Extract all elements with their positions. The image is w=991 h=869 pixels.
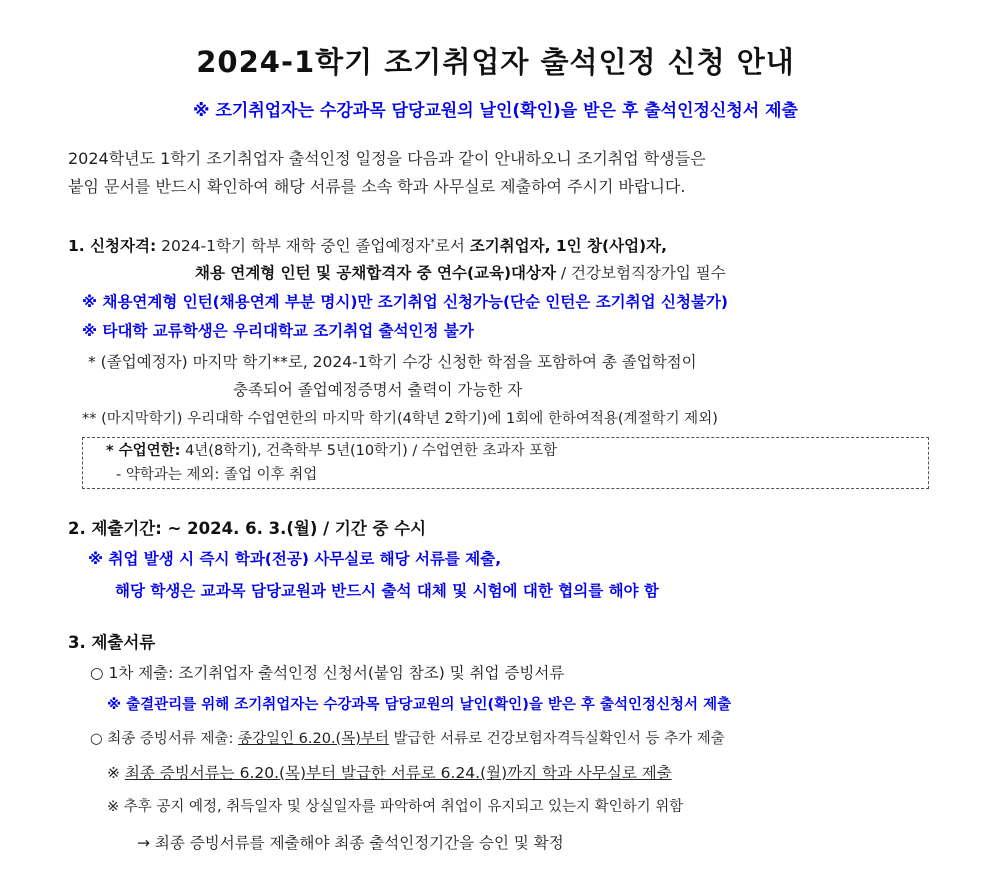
section3-item-2-note-2: ※ 추후 공지 예정, 취득일자 및 상실일자를 파악하여 취업이 유지되고 있는지 확인하기 위함 bbox=[107, 799, 684, 815]
section1-note-1: ※ 채용연계형 인턴(채용연계 부분 명시)만 조기취업 신청가능(단순 인턴은 조기취업 신청불가) bbox=[82, 293, 728, 311]
document-subtitle: ※ 조기취업자는 수강과목 담당교원의 날인(확인)을 받은 후 출석인정신청서 제출 bbox=[193, 101, 798, 121]
section3-item-2-note-1 bbox=[107, 762, 672, 784]
section1-line-2 bbox=[195, 262, 726, 284]
section1-line-1 bbox=[68, 232, 667, 257]
box-bold: * 수업연한: bbox=[106, 443, 181, 459]
note-mark: ※ bbox=[107, 764, 125, 782]
footnote-1b: 충족되어 졸업예정증명서 출력이 가능한 자 bbox=[233, 381, 523, 399]
footnote-1a: * (졸업예정자) 마지막 학기**로, 2024-1학기 수강 신청한 학점을 포함하여 총 졸업학점이 bbox=[88, 353, 697, 371]
section2-note-2: 해당 학생은 교과목 담당교원과 반드시 출석 대체 및 시험에 대한 협의를 해야 함 bbox=[115, 582, 659, 600]
section3-item-2-note-3: → 최종 증빙서류를 제출해야 최종 출석인정기간을 승인 및 확정 bbox=[137, 834, 564, 852]
section1-mid: 로서 bbox=[434, 237, 470, 256]
footnote-mark: * bbox=[430, 238, 435, 248]
section1-text: 2024-1학기 학부 재학 중인 졸업예정자 bbox=[156, 237, 431, 256]
box-line-1 bbox=[106, 440, 557, 462]
intro-line-1: 2024학년도 1학기 조기취업자 출석인정 일정을 다음과 같이 안내하오니 조기취업 학생들은 bbox=[68, 149, 706, 168]
box-text: 4년(8학기), 건축학부 5년(10학기) / 수업연한 초과자 포함 bbox=[180, 443, 558, 459]
section1-heading: 1. 신청자격: bbox=[68, 237, 157, 256]
section1-bold-1: 조기취업자, 1인 창(사업)자, bbox=[469, 237, 667, 256]
section3-item-1: ○ 1차 제출: 조기취업자 출석인정 신청서(붙임 참조) 및 취업 증빙서류 bbox=[90, 664, 565, 682]
note-underlined: 최종 증빙서류는 6.20.(목)부터 발급한 서류로 6.24.(월)까지 학과 사무실로 제출 bbox=[124, 764, 672, 782]
footnote-2: ** (마지막학기) 우리대학 수업연한의 마지막 학기(4학년 2학기)에 1회에 한하여적용(계절학기 제외) bbox=[82, 411, 718, 427]
box-line-2: - 약학과는 제외: 졸업 이후 취업 bbox=[116, 467, 318, 483]
section3-item-1-note: ※ 출결관리를 위해 조기취업자는 수강과목 담당교원의 날인(확인)을 받은 후 출석인정신청서 제출 bbox=[107, 697, 732, 713]
item2-rest: 발급한 서류로 건강보험자격득실확인서 등 추가 제출 bbox=[388, 731, 725, 747]
section3-item-2 bbox=[90, 728, 725, 750]
section3-heading: 3. 제출서류 bbox=[68, 633, 156, 652]
section1-bold-2: 채용 연계형 인턴 및 공채합격자 중 연수(교육)대상자 bbox=[195, 264, 556, 282]
section1-text-2: / 건강보험직장가입 필수 bbox=[555, 264, 726, 282]
intro-line-2: 붙임 문서를 반드시 확인하여 해당 서류를 소속 학과 사무실로 제출하여 주시기 바랍니다. bbox=[68, 177, 686, 196]
section2-note-1: ※ 취업 발생 시 즉시 학과(전공) 사무실로 해당 서류를 제출, bbox=[88, 550, 502, 568]
document-title: 2024-1학기 조기취업자 출석인정 신청 안내 bbox=[196, 45, 795, 79]
item2-label: ○ 최종 증빙서류 제출: bbox=[90, 731, 239, 747]
item2-underlined: 종강일인 6.20.(목)부터 bbox=[238, 731, 389, 747]
section1-note-2: ※ 타대학 교류학생은 우리대학교 조기취업 출석인정 불가 bbox=[82, 322, 474, 340]
section2-heading: 2. 제출기간: ~ 2024. 6. 3.(월) / 기간 중 수시 bbox=[68, 519, 427, 538]
